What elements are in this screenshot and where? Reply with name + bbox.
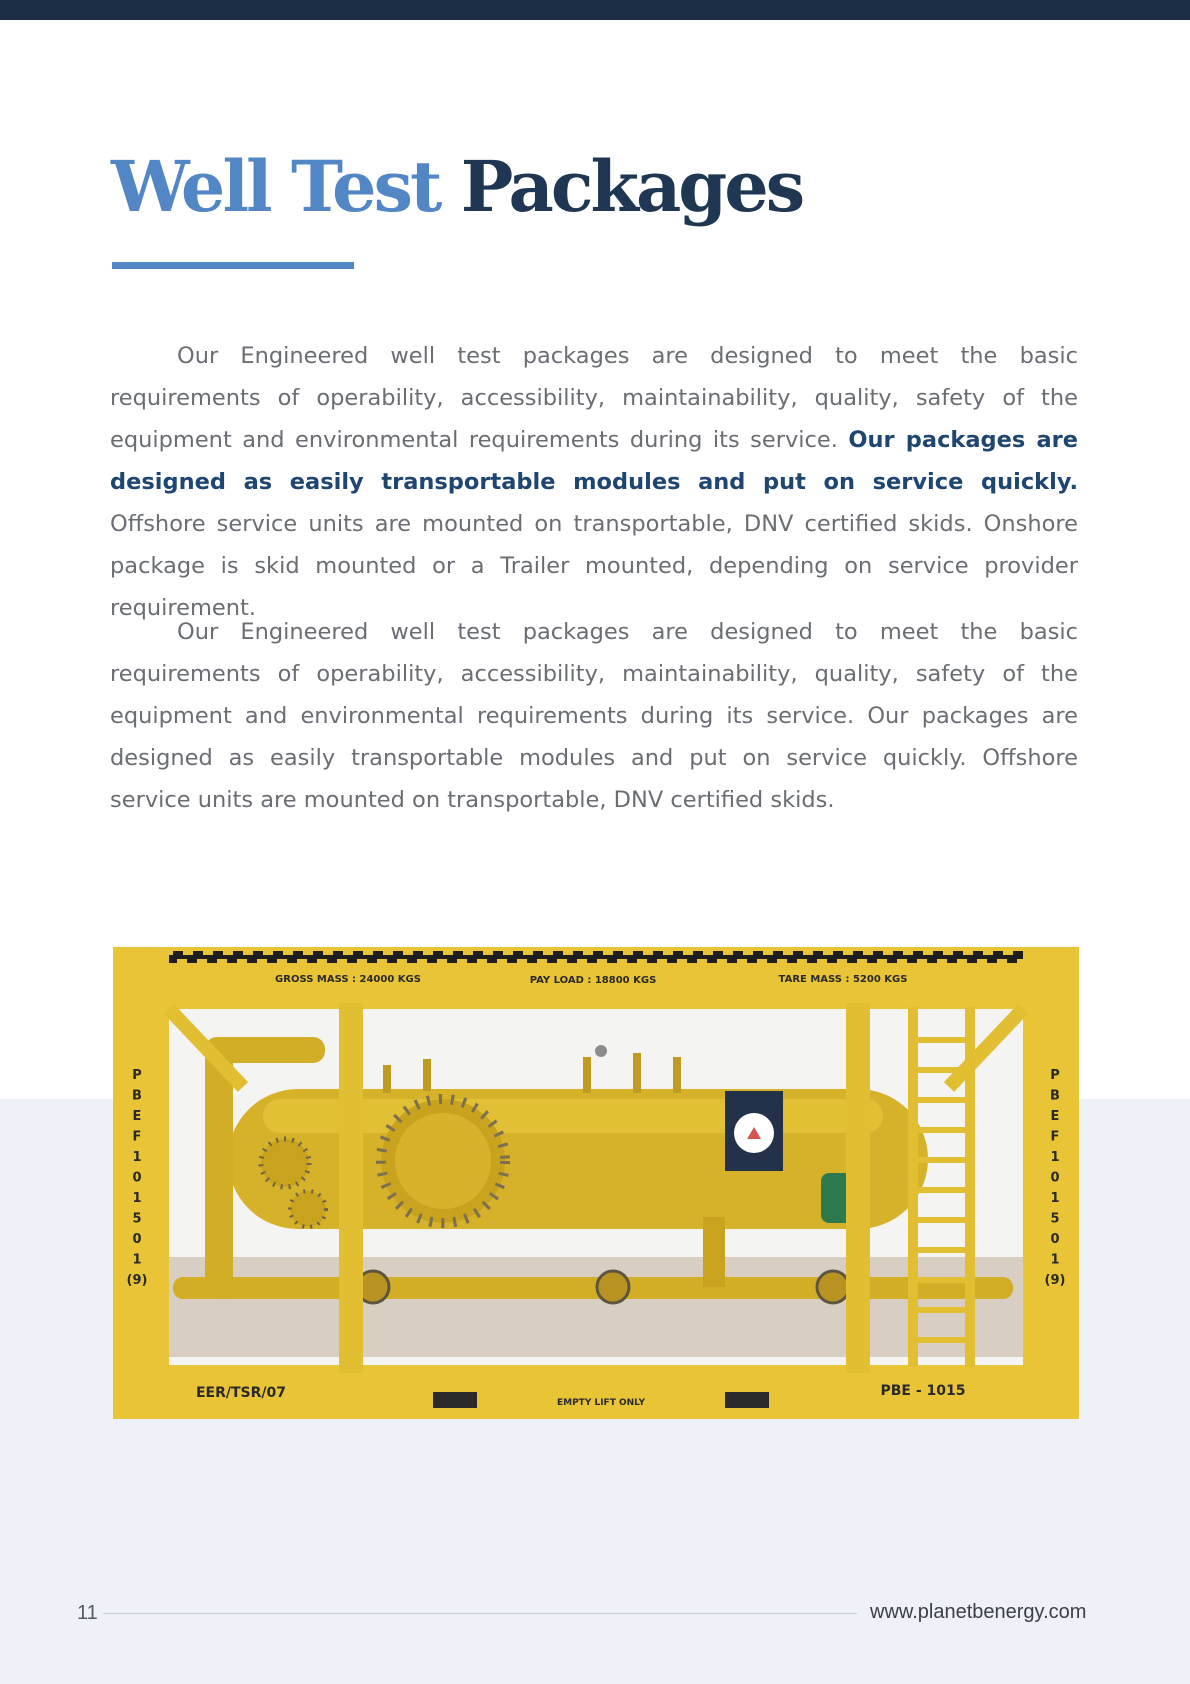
side-mark-letter: 1 — [1050, 1252, 1060, 1268]
page-number: 11 — [77, 1602, 98, 1624]
empty-lift-label: EMPTY LIFT ONLY — [556, 1398, 646, 1408]
side-mark-letter: B — [132, 1088, 142, 1104]
right-code-label: PBE - 1015 — [880, 1383, 966, 1399]
top-bar — [0, 0, 1190, 20]
title-underline — [112, 262, 354, 269]
page-title — [111, 145, 803, 228]
side-mark-letter: 0 — [132, 1232, 142, 1247]
side-mark-letter: 5 — [1050, 1211, 1060, 1227]
side-mark-letter: (9) — [126, 1273, 148, 1288]
side-mark-letter: (9) — [1044, 1273, 1066, 1288]
footer-website-link[interactable]: www.planetbenergy.com — [870, 1601, 1087, 1623]
paragraph-1-rest: Offshore service units are mounted on transportable, DNV certified skids. Onshore package is skid mounted or a Trailer mounted, depending on service provider requirement. — [110, 511, 1078, 621]
paragraph-1-highlight: Our packages are designed as easily transportable modules and put on service quickly. — [110, 427, 1078, 495]
side-mark-letter: B — [1050, 1088, 1060, 1104]
side-mark-letter: 1 — [132, 1191, 142, 1206]
footer-divider — [103, 1613, 857, 1614]
paragraph-1-intro: Our Engineered well test packages are designed to meet the basic requirements of operability, accessibility, maintainability, quality, safety of the equipment and environmental requirements during its service. — [110, 343, 1078, 453]
side-mark-letter: P — [1050, 1068, 1060, 1083]
title-accent: Well Test — [111, 145, 440, 228]
paragraph-1 — [110, 335, 1078, 629]
left-code-label: EER/TSR/07 — [195, 1385, 287, 1401]
gross-mass-label: GROSS MASS : 24000 KGS — [275, 974, 421, 985]
side-mark-letter: 1 — [132, 1252, 142, 1268]
side-mark-letter: 1 — [1050, 1150, 1060, 1165]
side-mark-letter: F — [132, 1129, 142, 1145]
well-test-package-photo — [113, 947, 1079, 1419]
side-mark-letter: E — [1050, 1109, 1060, 1124]
side-mark-letter: F — [1050, 1129, 1060, 1145]
title-main: Packages — [460, 145, 803, 228]
side-mark-letter: 0 — [1050, 1232, 1060, 1247]
side-mark-letter: 5 — [132, 1211, 142, 1227]
tare-mass-label: TARE MASS : 5200 KGS — [778, 974, 908, 985]
side-mark-letter: 0 — [132, 1170, 142, 1186]
paragraph-2: Our Engineered well test packages are designed to meet the basic requirements of operability, accessibility, maintainability, quality, safety of the equipment and environmental requirements during its service. Our packages are designed as easily transportable modules and put on service quickly. Offshore service units are mounted on transportable, DNV certified skids. — [110, 619, 1078, 813]
side-mark-letter: 1 — [132, 1150, 142, 1165]
side-mark-letter: P — [132, 1068, 142, 1083]
side-mark-letter: E — [132, 1109, 142, 1124]
side-mark-letter: 1 — [1050, 1191, 1060, 1206]
side-mark-letter: 0 — [1050, 1170, 1060, 1186]
pay-load-label: PAY LOAD : 18800 KGS — [529, 975, 657, 986]
